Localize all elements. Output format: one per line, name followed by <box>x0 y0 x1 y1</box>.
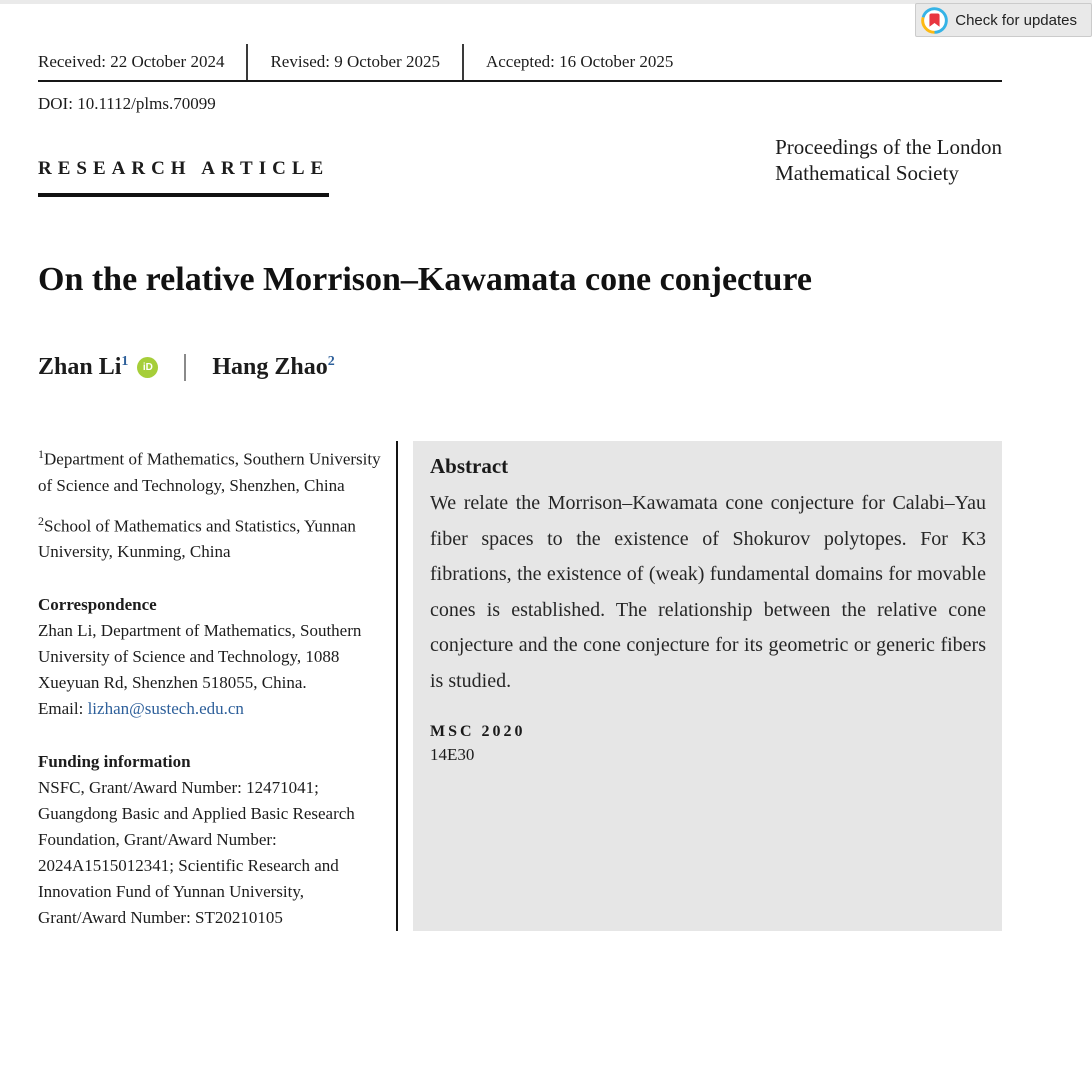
revised-date: Revised: 9 October 2025 <box>248 44 464 80</box>
article-info-column <box>38 441 396 931</box>
received-date: Received: 22 October 2024 <box>38 44 248 80</box>
email-line <box>38 696 396 722</box>
column-divider <box>396 441 398 931</box>
correspondence-body: Zhan Li, Department of Mathematics, Southern University of Science and Technology, 1088 Xueyuan Rd, Shenzhen 518055, China. <box>38 621 362 693</box>
authors-row <box>38 354 1002 381</box>
orcid-icon[interactable]: iD <box>137 357 158 378</box>
article-first-page <box>38 4 1002 931</box>
affiliation-text: Department of Mathematics, Southern University of Science and Technology, Shenzhen, China <box>38 449 381 495</box>
affiliation-text: School of Mathematics and Statistics, Yunnan University, Kunming, China <box>38 516 356 562</box>
affiliation-2 <box>38 508 396 566</box>
affiliation-1 <box>38 441 396 499</box>
abstract-box <box>413 441 1002 931</box>
email-label: Email: <box>38 699 88 719</box>
msc-value: 14E30 <box>430 745 475 764</box>
author-name: Zhan Li <box>38 354 122 380</box>
affiliation-sup: 1 <box>38 447 44 461</box>
journal-name <box>775 134 1002 186</box>
article-title: On the relative Morrison–Kawamata cone conjecture <box>38 261 812 298</box>
correspondence-heading: Correspondence <box>38 595 157 615</box>
journal-name-line1: Proceedings of the London <box>775 135 1002 159</box>
journal-name-line2: Mathematical Society <box>775 161 959 185</box>
author-hang-zhao <box>212 354 334 381</box>
doi-text: DOI: 10.1112/plms.70099 <box>38 94 216 113</box>
msc-heading: MSC 2020 <box>430 723 526 740</box>
author-separator <box>184 354 186 381</box>
accepted-date: Accepted: 16 October 2025 <box>485 52 674 71</box>
author-affiliation-sup: 1 <box>121 354 129 369</box>
article-type-label: RESEARCH ARTICLE <box>38 158 329 197</box>
badge-label: Check for updates <box>955 11 1077 29</box>
dates-bar <box>38 44 1002 82</box>
author-affiliation-sup: 2 <box>327 354 335 369</box>
article-type-row <box>38 134 1002 197</box>
author-zhan-li <box>38 354 128 381</box>
abstract-body: We relate the Morrison–Kawamata cone conjecture for Calabi–Yau fiber spaces to the existence of Shokurov polytopes. For K3 fibrations, the existence of (weak) fundamental domains for movable cones is established. The relationship between the relative cone conjecture and the cone conjecture for its geometric or generic fibers is studied. <box>430 492 986 692</box>
two-column-area <box>38 441 1002 931</box>
affiliation-sup: 2 <box>38 513 44 528</box>
funding-heading: Funding information <box>38 752 191 772</box>
funding-body: NSFC, Grant/Award Number: 12471041; Guangdong Basic and Applied Basic Research Foundation, Grant/Award Number: 2024A1515012341; Scientific Research and Innovation Fund of Yunnan University, Grant/Award Number: ST20210105 <box>38 778 355 928</box>
author-name: Hang Zhao <box>212 354 328 380</box>
email-link[interactable]: lizhan@sustech.edu.cn <box>87 699 244 719</box>
abstract-heading: Abstract <box>430 454 509 478</box>
